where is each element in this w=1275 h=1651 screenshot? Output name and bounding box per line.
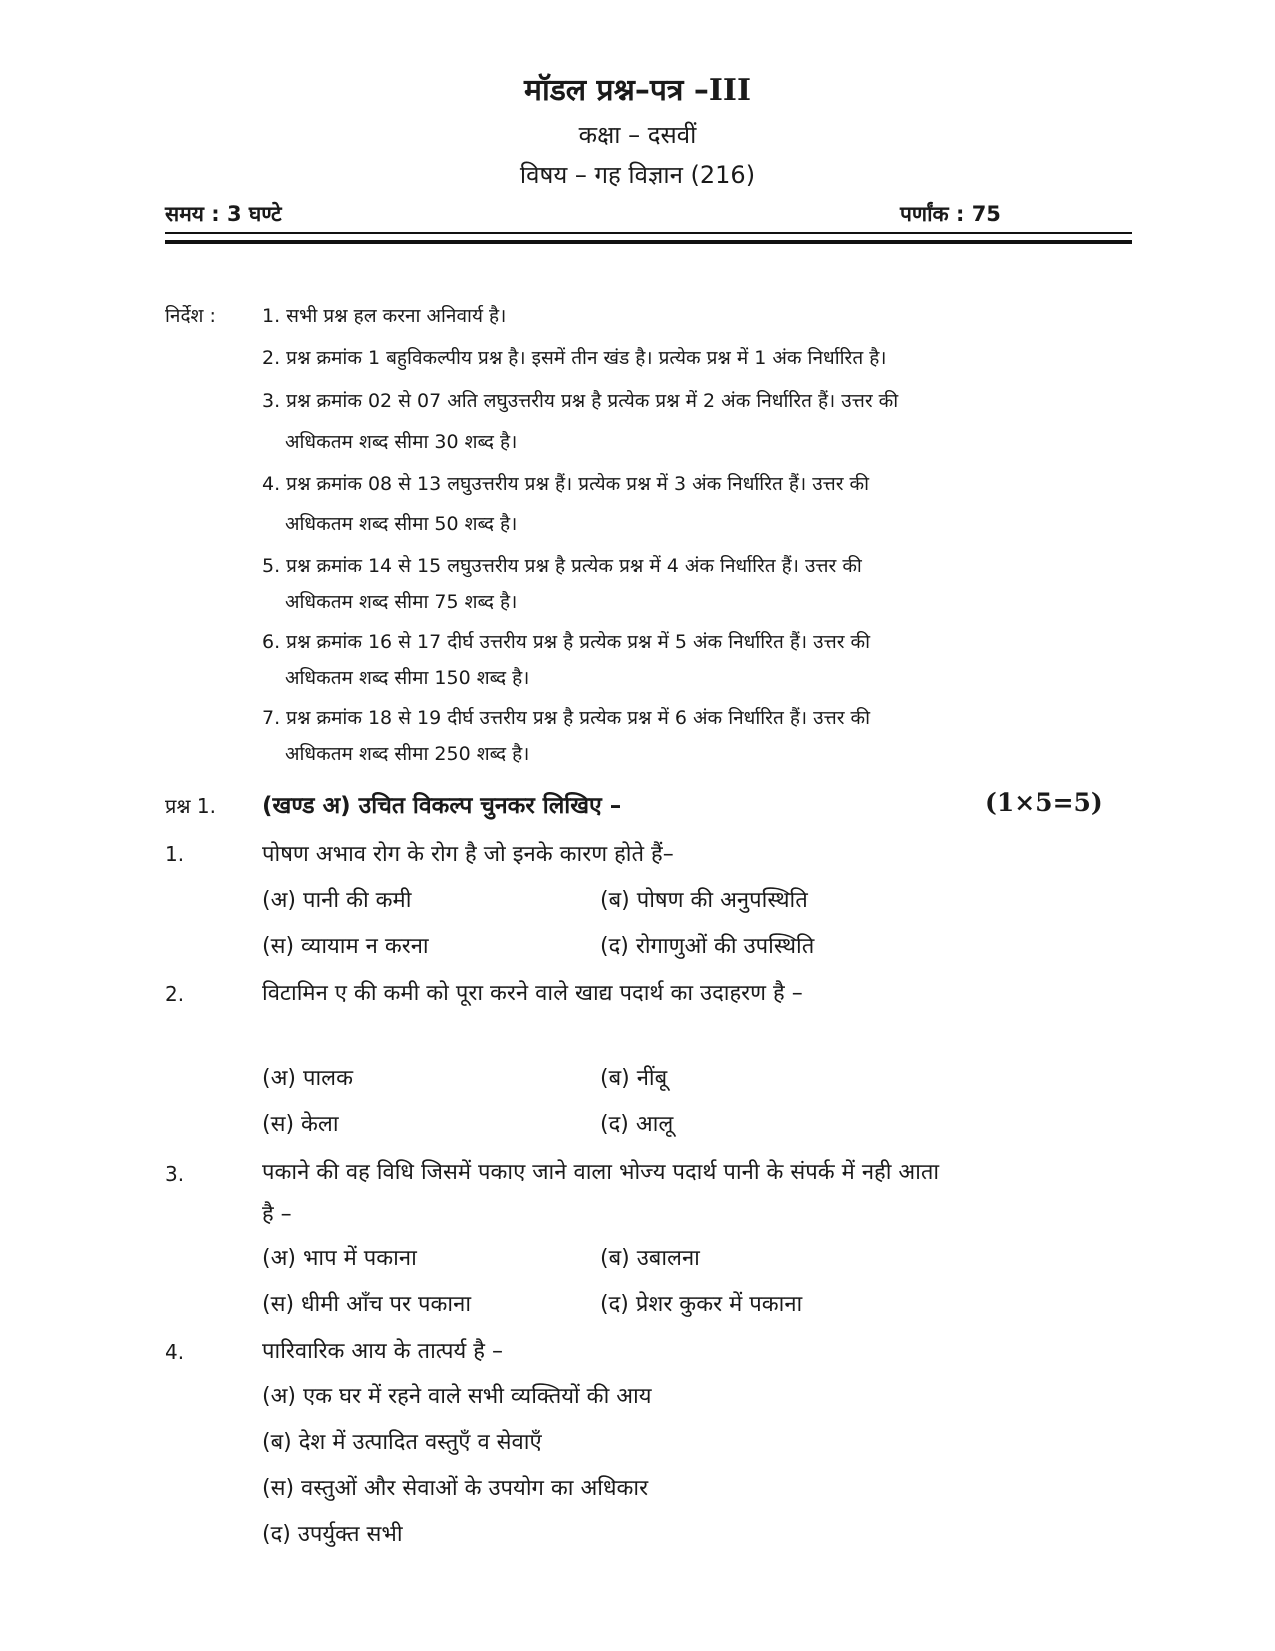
section-marks: (1×5=5)	[985, 788, 1103, 817]
option-b: (ब) नींबू	[600, 1066, 668, 1091]
question-number: 1.	[165, 842, 185, 866]
subject-line: विषय – गह विज्ञान (216)	[519, 161, 756, 189]
header-divider-thick	[165, 240, 1132, 244]
instruction-line: अधिकतम शब्द सीमा 250 शब्द है।	[285, 743, 530, 765]
paper-title-roman: III	[708, 73, 751, 108]
question-text: विटामिन ए की कमी को पूरा करने वाले खाद्य पदार्थ का उदाहरण है –	[262, 981, 803, 1006]
option-a: (अ) एक घर में रहने वाले सभी व्यक्तियों की आय	[262, 1384, 652, 1409]
paper-title	[0, 68, 1275, 109]
time-allowed: समय : 3 घण्टे	[165, 202, 282, 226]
instruction-line: 1. सभी प्रश्न हल करना अनिवार्य है।	[262, 305, 507, 327]
question-text-continued: है –	[262, 1202, 292, 1227]
max-marks: पर्णांक : 75	[900, 202, 1001, 226]
instruction-line: अधिकतम शब्द सीमा 50 शब्द है।	[285, 513, 518, 535]
option-d: (द) रोगाणुओं की उपस्थिति	[600, 934, 815, 959]
question-number: 4.	[165, 1340, 185, 1364]
instruction-line: 6. प्रश्न क्रमांक 16 से 17 दीर्घ उत्तरीय प्रश्न है प्रत्येक प्रश्न में 5 अंक निर्धारित हैं। उत्तर की	[262, 631, 871, 653]
header-divider-thin	[165, 232, 1132, 234]
option-c: (स) केला	[262, 1112, 339, 1137]
question-number: 3.	[165, 1162, 185, 1186]
instruction-line: अधिकतम शब्द सीमा 75 शब्द है।	[285, 591, 518, 613]
option-c: (स) वस्तुओं और सेवाओं के उपयोग का अधिकार	[262, 1476, 649, 1501]
option-a: (अ) पालक	[262, 1066, 353, 1091]
question-text: पोषण अभाव रोग के रोग है जो इनके कारण होते हैं–	[262, 842, 674, 867]
option-b: (ब) उबालना	[600, 1246, 700, 1271]
question-label: प्रश्न 1.	[165, 794, 216, 818]
instruction-line: 3. प्रश्न क्रमांक 02 से 07 अति लघुउत्तरीय प्रश्न है प्रत्येक प्रश्न में 2 अंक निर्धारित हैं। उत्तर की	[262, 390, 899, 412]
instruction-line: अधिकतम शब्द सीमा 150 शब्द है।	[285, 667, 530, 689]
instruction-line: 2. प्रश्न क्रमांक 1 बहुविकल्पीय प्रश्न है। इसमें तीन खंड है। प्रत्येक प्रश्न में 1 अंक निर्धारित है।	[262, 347, 887, 369]
paper-title-hindi: मॉडल प्रश्न–पत्र –	[524, 73, 709, 108]
option-c: (स) धीमी आँच पर पकाना	[262, 1292, 472, 1317]
instruction-line: 5. प्रश्न क्रमांक 14 से 15 लघुउत्तरीय प्रश्न है प्रत्येक प्रश्न में 4 अंक निर्धारित हैं। उत्तर की	[262, 555, 862, 577]
option-d: (द) प्रेशर कुकर में पकाना	[600, 1292, 803, 1317]
instructions-label: निर्देश :	[165, 305, 216, 327]
option-b: (ब) देश में उत्पादित वस्तुएँ व सेवाएँ	[262, 1430, 542, 1455]
question-number: 2.	[165, 982, 185, 1006]
question-text: पकाने की वह विधि जिसमें पकाए जाने वाला भोज्य पदार्थ पानी के संपर्क में नही आता	[262, 1160, 940, 1185]
option-b: (ब) पोषण की अनुपस्थिति	[600, 888, 808, 913]
option-c: (स) व्यायाम न करना	[262, 934, 429, 959]
option-a: (अ) भाप में पकाना	[262, 1246, 417, 1271]
option-a: (अ) पानी की कमी	[262, 888, 412, 913]
instruction-line: अधिकतम शब्द सीमा 30 शब्द है।	[285, 431, 518, 453]
option-d: (द) उपर्युक्त सभी	[262, 1522, 403, 1547]
section-heading: (खण्ड अ) उचित विकल्प चुनकर लिखिए –	[262, 793, 622, 819]
class-line: कक्षा – दसवीं	[578, 121, 697, 149]
option-d: (द) आलू	[600, 1112, 674, 1137]
instruction-line: 7. प्रश्न क्रमांक 18 से 19 दीर्घ उत्तरीय प्रश्न है प्रत्येक प्रश्न में 6 अंक निर्धारित हैं। उत्तर की	[262, 707, 871, 729]
question-text: पारिवारिक आय के तात्पर्य है –	[262, 1339, 503, 1364]
instruction-line: 4. प्रश्न क्रमांक 08 से 13 लघुउत्तरीय प्रश्न हैं। प्रत्येक प्रश्न में 3 अंक निर्धारित हैं। उत्तर की	[262, 473, 870, 495]
